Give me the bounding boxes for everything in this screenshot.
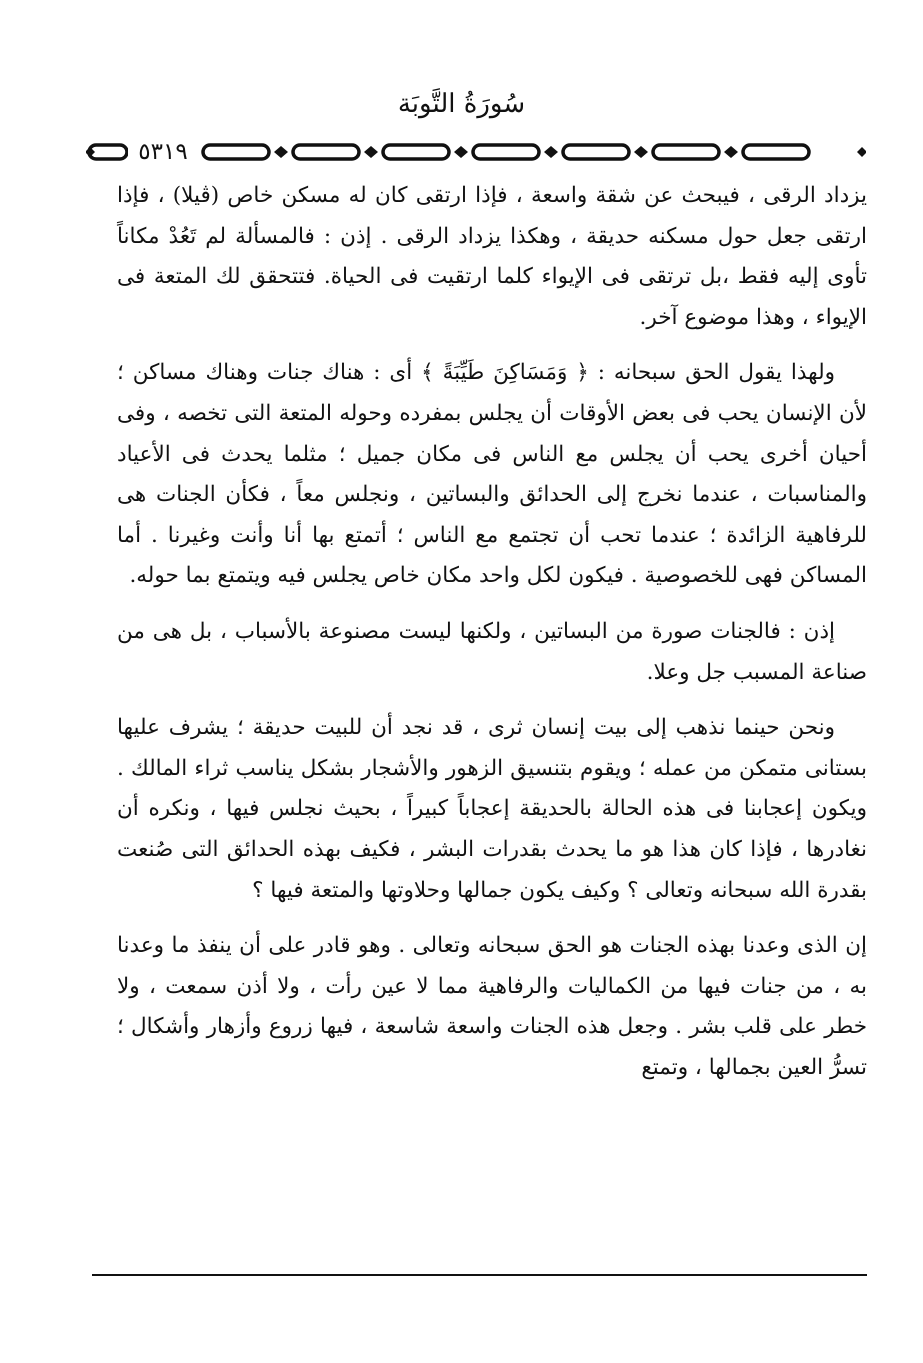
paragraph-5: إن الذى وعدنا بهذه الجنات هو الحق سبحانه وتعالى . وهو قادر على أن ينفذ ما وعدنا به ، من جنات فيها من الكماليات والرفاهية مما لا عين رأت ، ولا أذن سمعت ، ولا خطر على قلب بشر . وجعل هذه الجنات واسعة شاسعة ، فيها زروع وأزهار وأشكال ؛ تسرُّ العين بجمالها ، وتمتع xyxy=(117,933,867,1080)
ornament-end-diamond xyxy=(86,147,95,157)
ornament-link xyxy=(473,145,539,159)
page-body xyxy=(117,176,867,1088)
ornament-link xyxy=(293,145,359,159)
ornament-end-diamond xyxy=(857,147,866,157)
ornament-link xyxy=(383,145,449,159)
bottom-rule xyxy=(92,1274,867,1276)
ornament-link xyxy=(203,145,269,159)
page-number: ٥٣١٩ xyxy=(128,134,198,170)
paragraph-1: يزداد الرقى ، فيبحث عن شقة واسعة ، فإذا ارتقى كان له مسكن خاص (ڤيلا) ، فإذا ارتقى جعل حول مسكنه حديقة ، وهكذا يزداد الرقى . إذن : فالمسألة لم تَعُدْ مكاناً تأوى إليه فقط ،بل ترتقى فى الإيواء كلما ارتقيت فى الحياة. فتتحقق لك المتعة فى الإيواء ، وهذا موضوع آخر. xyxy=(117,183,867,330)
paragraph-2: ولهذا يقول الحق سبحانه : ﴿ وَمَسَاكِنَ طَيِّبَةً ﴾ أى : هناك جنات وهناك مساكن ؛ لأن الإنسان يحب فى بعض الأوقات أن يجلس بمفرده وحوله المتعة التى تخصه ، وفى أحيان أخرى يحب أن يجلس مع الناس فى مكان جميل ؛ مثلما يحدث فى الأعياد والمناسبات ، عندما نخرج إلى الحدائق والبساتين ، ونجلس معاً ، فكأن الجنات هى للرفاهية الزائدة ؛ عندما تحب أن تجتمع مع الناس ؛ أتمتع بها أنا وأنت وغيرنا . أما المساكن فهى للخصوصية . فيكون لكل واحد مكان خاص يجلس فيه ويتمتع بما حوله. xyxy=(117,360,867,589)
chain-ornament xyxy=(86,134,866,170)
paragraph-3: إذن : فالجنات صورة من البساتين ، ولكنها ليست مصنوعة بالأسباب ، بل هى من صناعة المسبب جل وعلا. xyxy=(117,618,867,685)
ornament-link xyxy=(563,145,629,159)
ornament-diamond xyxy=(274,146,288,158)
ornament-diamond xyxy=(454,146,468,158)
ornament-link xyxy=(743,145,809,159)
ornament-diamond xyxy=(364,146,378,158)
paragraph-4: ونحن حينما نذهب إلى بيت إنسان ثرى ، قد نجد أن للبيت حديقة ؛ يشرف عليها بستانى متمكن من عمله ؛ ويقوم بتنسيق الزهور والأشجار بشكل يناسب ثراء المالك . ويكون إعجابنا فى هذه الحالة بالحديقة إعجاباً كبيراً ، بحيث نجلس فيها ، ونكره أن نغادرها ، فإذا كان هذا هو ما يحدث بقدرات البشر ، فكيف بهذه الحدائق التى صُنعت بقدرة الله سبحانه وتعالى ؟ وكيف يكون جمالها وحلاوتها والمتعة فيها ؟ xyxy=(117,715,867,903)
surah-title: سُورَةُ التَّوبَة xyxy=(397,89,526,119)
ornament-diamond xyxy=(724,146,738,158)
ornament-diamond xyxy=(634,146,648,158)
ornament-link xyxy=(653,145,719,159)
page-ornament-border xyxy=(86,134,866,170)
ornament-diamond xyxy=(544,146,558,158)
